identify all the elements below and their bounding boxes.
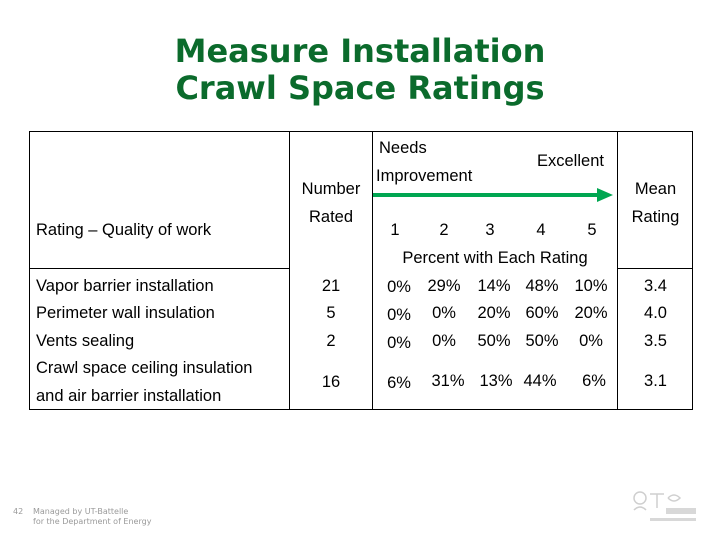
scale-arrow-icon: [373, 188, 613, 202]
row-label-crawl-space-ceiling-line2: and air barrier installation: [36, 387, 222, 405]
oak-ridge-logo-icon: [630, 488, 702, 526]
needs-improvement-header-line2: Improvement: [376, 167, 473, 185]
percent-cell: 20%: [574, 304, 608, 322]
percent-cell: 31%: [431, 372, 465, 390]
mean-rating-header-line2: Rating: [631, 208, 680, 226]
mean-rating-cell: 3.1: [644, 372, 667, 390]
scale-label-5: 5: [587, 221, 597, 239]
percent-cell: 20%: [477, 304, 511, 322]
needs-improvement-header-line1: Needs: [379, 139, 427, 157]
percent-cell: 50%: [525, 332, 559, 350]
percent-cell: 50%: [477, 332, 511, 350]
footer-department: for the Department of Energy: [33, 517, 152, 526]
mean-rating-cell: 4.0: [644, 304, 667, 322]
scale-label-3: 3: [485, 221, 495, 239]
slide-title-line2: Crawl Space Ratings: [175, 69, 545, 107]
percent-cell: 6%: [387, 374, 411, 392]
percent-cell: 48%: [525, 277, 559, 295]
slide-title-line1: Measure Installation: [174, 32, 546, 70]
percent-cell: 0%: [387, 306, 411, 324]
row-label-perimeter-wall: Perimeter wall insulation: [36, 304, 215, 322]
percent-cell: 60%: [525, 304, 559, 322]
column-divider: [289, 131, 290, 410]
row-label-vapor-barrier: Vapor barrier installation: [36, 277, 214, 295]
scale-label-1: 1: [390, 221, 400, 239]
excellent-header: Excellent: [537, 152, 604, 170]
number-rated-cell: 16: [321, 373, 341, 391]
header-divider: [617, 268, 693, 269]
mean-rating-header-line1: Mean: [634, 180, 677, 198]
percent-cell: 0%: [432, 304, 456, 322]
number-rated-cell: 5: [326, 304, 336, 322]
percent-cell: 10%: [574, 277, 608, 295]
column-divider: [372, 131, 373, 410]
rating-quality-header: Rating – Quality of work: [36, 221, 212, 239]
percent-caption: Percent with Each Rating: [402, 249, 588, 267]
percent-cell: 0%: [387, 334, 411, 352]
row-label-vents-sealing: Vents sealing: [36, 332, 135, 350]
mean-rating-cell: 3.5: [644, 332, 667, 350]
percent-cell: 44%: [523, 372, 557, 390]
row-label-crawl-space-ceiling: Crawl space ceiling insulation: [36, 359, 253, 377]
percent-cell: 13%: [479, 372, 513, 390]
footer-managed-by: Managed by UT-Battelle: [33, 507, 129, 516]
number-rated-cell: 2: [326, 332, 336, 350]
column-divider: [617, 131, 618, 410]
percent-cell: 0%: [432, 332, 456, 350]
scale-label-2: 2: [439, 221, 449, 239]
percent-cell: 0%: [579, 332, 603, 350]
number-rated-header-line1: Number: [301, 180, 361, 198]
number-rated-header-line2: Rated: [308, 208, 354, 226]
percent-cell: 14%: [477, 277, 511, 295]
number-rated-cell: 21: [321, 277, 341, 295]
page-number: 42: [13, 507, 24, 516]
mean-rating-cell: 3.4: [644, 277, 667, 295]
percent-cell: 29%: [427, 277, 461, 295]
scale-label-4: 4: [536, 221, 546, 239]
header-divider: [29, 268, 290, 269]
percent-cell: 0%: [387, 278, 411, 296]
percent-cell: 6%: [582, 372, 606, 390]
